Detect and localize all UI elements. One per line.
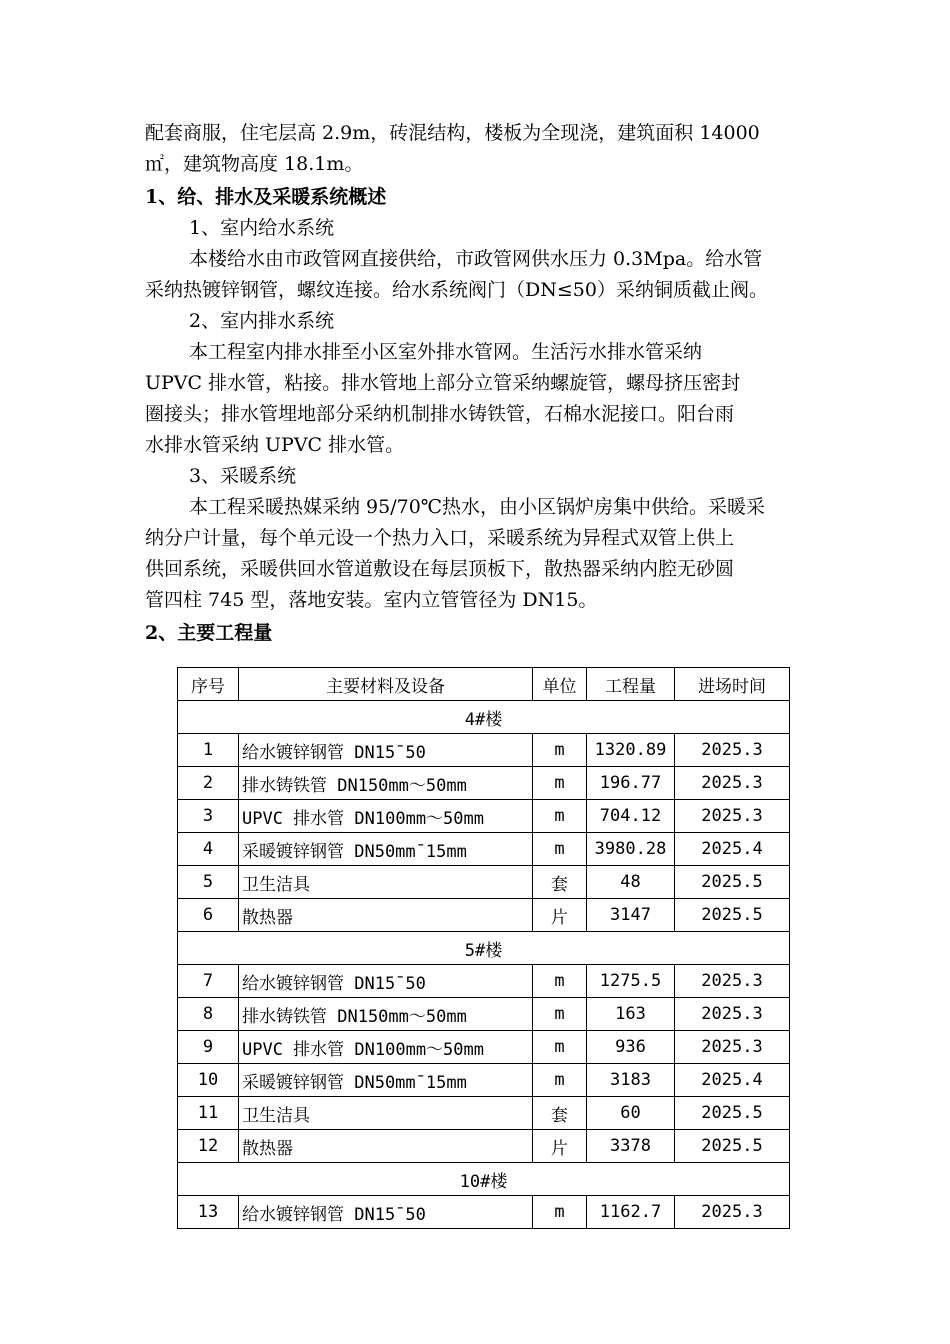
quantity-cell: 3980.28 [587,833,675,866]
paragraph-line: 纳分户计量，每个单元设一个热力入口，采暖系统为异程式双管上供上 [145,527,735,549]
material-cell: UPVC 排水管 DN100mm～50mm [239,1031,533,1064]
table-body [178,701,790,1229]
unit-cell: m [533,965,587,998]
subsection-heading: 1、室内给水系统 [189,217,335,239]
quantity-cell: 60 [587,1097,675,1130]
table-row [178,1130,790,1163]
quantity-cell: 1162.7 [587,1196,675,1229]
header-cell-quantity: 工程量 [587,668,675,701]
unit-cell: m [533,734,587,767]
quantity-cell: 3147 [587,899,675,932]
quantity-cell: 3378 [587,1130,675,1163]
date-cell: 2025.4 [675,833,790,866]
table-row [178,965,790,998]
table-row [178,1097,790,1130]
group-title-cell: 4#楼 [178,701,790,734]
paragraph-line: 圈接头；排水管埋地部分采纳机制排水铸铁管，石棉水泥接口。阳台雨 [145,403,735,425]
date-cell: 2025.3 [675,800,790,833]
quantity-cell: 163 [587,998,675,1031]
quantity-cell: 1275.5 [587,965,675,998]
unit-cell: 片 [533,1130,587,1163]
material-cell: 给水镀锌钢管 DN15¯50 [239,734,533,767]
row-index-cell: 7 [178,965,239,998]
material-cell: UPVC 排水管 DN100mm～50mm [239,800,533,833]
quantity-cell: 3183 [587,1064,675,1097]
date-cell: 2025.4 [675,1064,790,1097]
group-row [178,701,790,734]
quantity-cell: 936 [587,1031,675,1064]
section-heading: 1、给、排水及采暖系统概述 [145,186,387,208]
paragraph-line: 本楼给水由市政管网直接供给，市政管网供水压力 0.3Mpa。给水管 [189,248,763,270]
material-cell: 排水铸铁管 DN150mm～50mm [239,767,533,800]
unit-cell: m [533,998,587,1031]
date-cell: 2025.5 [675,899,790,932]
table-row [178,1064,790,1097]
row-index-cell: 2 [178,767,239,800]
row-index-cell: 9 [178,1031,239,1064]
group-row [178,932,790,965]
table-row [178,800,790,833]
row-index-cell: 11 [178,1097,239,1130]
unit-cell: m [533,1064,587,1097]
date-cell: 2025.3 [675,1031,790,1064]
date-cell: 2025.5 [675,1097,790,1130]
date-cell: 2025.3 [675,965,790,998]
table-header-row [178,668,790,701]
row-index-cell: 6 [178,899,239,932]
row-index-cell: 3 [178,800,239,833]
paragraph-line: 水排水管采纳 UPVC 排水管。 [145,434,405,456]
subsection-heading: 3、采暖系统 [189,465,297,487]
paragraph-line: 本工程室内排水排至小区室外排水管网。生活污水排水管采纳 [189,341,703,363]
unit-cell: 套 [533,1097,587,1130]
table-row [178,734,790,767]
material-cell: 散热器 [239,899,533,932]
row-index-cell: 8 [178,998,239,1031]
unit-cell: 套 [533,866,587,899]
row-index-cell: 13 [178,1196,239,1229]
material-cell: 排水铸铁管 DN150mm～50mm [239,998,533,1031]
paragraph-line: ㎡，建筑物高度 18.1m。 [145,153,364,175]
paragraph-line: 采纳热镀锌钢管，螺纹连接。给水系统阀门（DN≤50）采纳铜质截止阀。 [145,279,768,301]
row-index-cell: 4 [178,833,239,866]
date-cell: 2025.3 [675,734,790,767]
paragraph-line: 本工程采暖热媒采纳 95/70℃热水，由小区锅炉房集中供给。采暖采 [189,496,766,518]
date-cell: 2025.5 [675,1130,790,1163]
table-row [178,767,790,800]
section-heading: 2、主要工程量 [145,622,273,644]
material-cell: 采暖镀锌钢管 DN50mm¯15mm [239,833,533,866]
date-cell: 2025.5 [675,866,790,899]
material-cell: 卫生洁具 [239,1097,533,1130]
material-cell: 卫生洁具 [239,866,533,899]
unit-cell: m [533,1031,587,1064]
paragraph-line: UPVC 排水管，粘接。排水管地上部分立管采纳螺旋管，螺母挤压密封 [145,372,741,394]
row-index-cell: 10 [178,1064,239,1097]
quantity-cell: 48 [587,866,675,899]
group-title-cell: 5#楼 [178,932,790,965]
header-cell-unit: 单位 [533,668,587,701]
table-row [178,899,790,932]
paragraph-line: 管四柱 745 型，落地安装。室内立管管径为 DN15。 [145,589,598,611]
subsection-heading: 2、室内排水系统 [189,310,335,332]
unit-cell: m [533,767,587,800]
date-cell: 2025.3 [675,767,790,800]
header-cell-date: 进场时间 [675,668,790,701]
quantity-table [177,667,790,1229]
unit-cell: m [533,800,587,833]
row-index-cell: 5 [178,866,239,899]
group-title-cell: 10#楼 [178,1163,790,1196]
unit-cell: m [533,1196,587,1229]
date-cell: 2025.3 [675,1196,790,1229]
material-cell: 给水镀锌钢管 DN15¯50 [239,965,533,998]
quantity-cell: 196.77 [587,767,675,800]
table-row [178,866,790,899]
row-index-cell: 12 [178,1130,239,1163]
material-cell: 给水镀锌钢管 DN15¯50 [239,1196,533,1229]
row-index-cell: 1 [178,734,239,767]
table-row [178,998,790,1031]
paragraph-line: 配套商服，住宅层高 2.9m，砖混结构，楼板为全现浇，建筑面积 14000 [145,122,760,144]
table-row [178,1196,790,1229]
material-cell: 采暖镀锌钢管 DN50mm¯15mm [239,1064,533,1097]
header-cell-index: 序号 [178,668,239,701]
group-row [178,1163,790,1196]
unit-cell: m [533,833,587,866]
date-cell: 2025.3 [675,998,790,1031]
unit-cell: 片 [533,899,587,932]
table-row [178,833,790,866]
paragraph-line: 供回系统，采暖供回水管道敷设在每层顶板下，散热器采纳内腔无砂圆 [145,558,735,580]
table-row [178,1031,790,1064]
quantity-cell: 704.12 [587,800,675,833]
material-cell: 散热器 [239,1130,533,1163]
body-text [145,118,855,649]
quantity-cell: 1320.89 [587,734,675,767]
header-cell-material: 主要材料及设备 [239,668,533,701]
